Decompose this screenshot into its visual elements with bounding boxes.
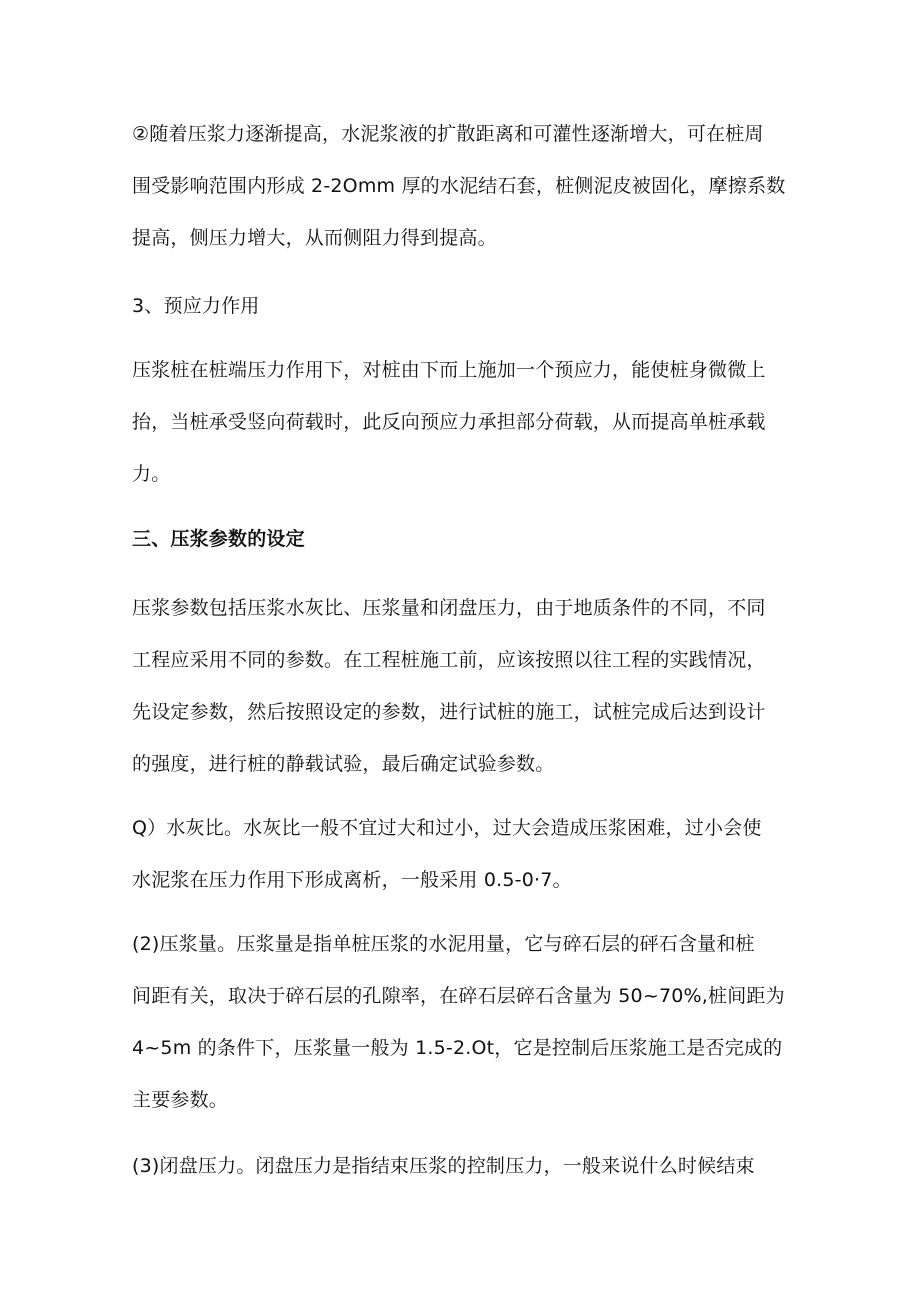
- paragraph-water-cement-ratio: [132, 802, 802, 906]
- text-line: 4~5m 的条件下，压浆量一般为 1.5-2.Ot，它是控制后压浆施工是否完成的: [132, 1037, 783, 1059]
- paragraph-grouting-quantity: [132, 918, 802, 1126]
- paragraph-prestress: [132, 344, 802, 500]
- paragraph-grouting-effect: [132, 108, 802, 264]
- text-line: Q）水灰比。水灰比一般不宜过大和过小，过大会造成压浆困难，过小会使: [132, 817, 762, 839]
- text-line: (2)压浆量。压浆量是指单桩压浆的水泥用量，它与碎石层的砰石含量和桩: [132, 933, 755, 955]
- section-heading-text: 三、压浆参数的设定: [132, 528, 305, 550]
- text-line: ②随着压浆力逐渐提高，水泥浆液的扩散距离和可灌性逐渐增大，可在桩周: [132, 123, 764, 145]
- text-line: (3)闭盘压力。闭盘压力是指结束压浆的控制压力，一般来说什么时候结束: [132, 1155, 755, 1177]
- text-line: 压浆参数包括压浆水灰比、压浆量和闭盘压力，由于地质条件的不同，不同: [132, 597, 766, 619]
- text-line: 工程应采用不同的参数。在工程桩施工前，应该按照以往工程的实践情况，: [132, 649, 766, 671]
- subheading-prestress: [132, 280, 802, 332]
- text-line: 间距有关，取决于碎石层的孔隙率，在碎石层碎石含量为 50~70%,桩间距为: [132, 985, 785, 1007]
- paragraph-parameters-intro: [132, 582, 802, 790]
- text-line: 压浆桩在桩端压力作用下，对桩由下而上施加一个预应力，能使桩身微微上: [132, 359, 766, 381]
- paragraph-closing-pressure: [132, 1140, 802, 1192]
- subheading-text: 3、预应力作用: [132, 295, 260, 317]
- text-line: 围受影响范围内形成 2-2Omm 厚的水泥结石套，桩侧泥皮被固化，摩擦系数: [132, 175, 786, 197]
- text-line: 水泥浆在压力作用下形成离析，一般采用 0.5-0·7。: [132, 869, 572, 891]
- text-line: 提高，侧压力增大，从而侧阻力得到提高。: [132, 227, 497, 249]
- text-line: 的强度，进行桩的静载试验，最后确定试验参数。: [132, 753, 555, 775]
- text-line: 先设定参数，然后按照设定的参数，进行试桩的施工，试桩完成后达到设计: [132, 701, 766, 723]
- text-line: 主要参数。: [132, 1089, 229, 1111]
- section-heading-grouting-parameters: [132, 513, 802, 565]
- text-line: 力。: [132, 463, 171, 485]
- text-line: 抬，当桩承受竖向荷载时，此反向预应力承担部分荷载，从而提高单桩承载: [132, 411, 766, 433]
